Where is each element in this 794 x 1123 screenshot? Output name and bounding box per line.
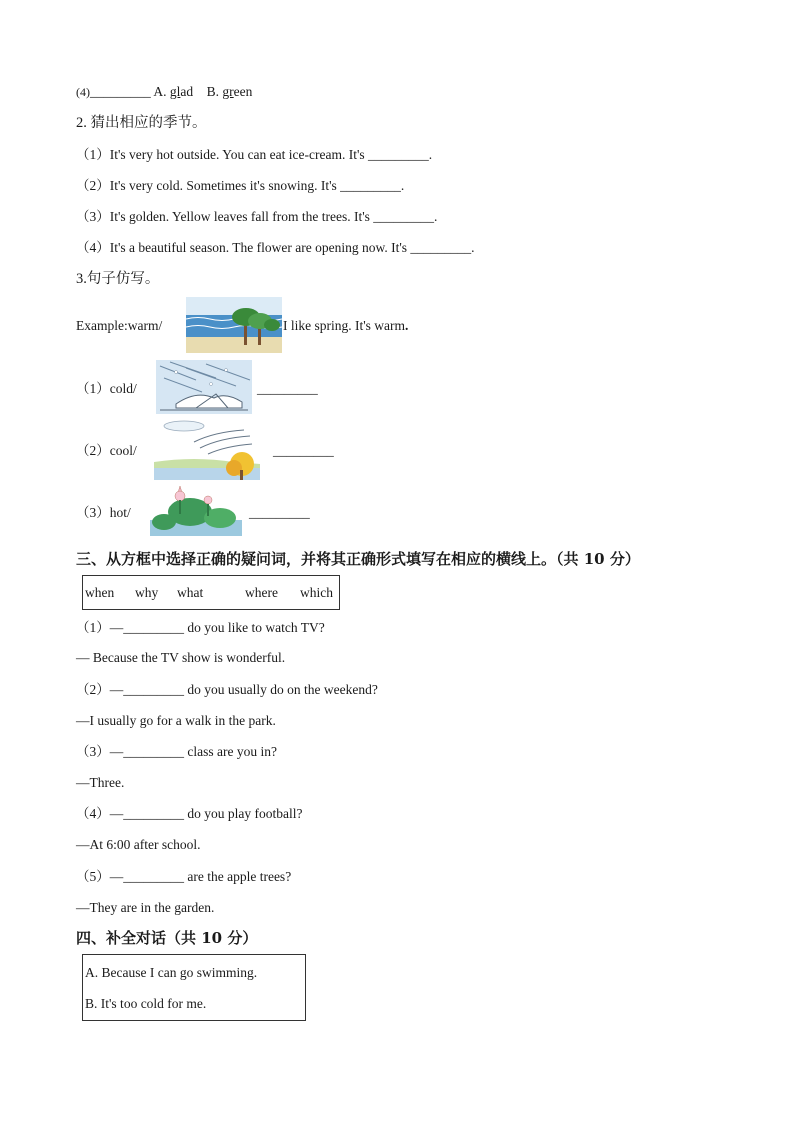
s3-a3: —Three. bbox=[76, 775, 125, 790]
q2-item-1: （1）It's very hot outside. You can eat ice-cream. It's _________. bbox=[76, 147, 433, 162]
word-why: why bbox=[135, 585, 159, 600]
s3-q2: （2）—_________ do you usually do on the weekend? bbox=[76, 682, 378, 697]
q3-item-1-blank[interactable]: _________ bbox=[257, 381, 318, 396]
example-dot: . bbox=[405, 318, 409, 333]
word-bank-box bbox=[82, 575, 340, 610]
q2-title: 2. 猜出相应的季节。 bbox=[76, 115, 207, 131]
dialogue-options-box bbox=[82, 954, 306, 1021]
s3-q3: （3）—_________ class are you in? bbox=[76, 744, 277, 759]
q1-item-4 bbox=[76, 83, 252, 101]
s3-a2: —I usually go for a walk in the park. bbox=[76, 713, 276, 728]
q3-item-3-label: （3）hot/ bbox=[76, 505, 131, 520]
word-what: what bbox=[177, 585, 204, 600]
option-b-underlined: gr bbox=[222, 84, 234, 99]
option-a-label: A. bbox=[150, 84, 170, 99]
q3-item-2-blank[interactable]: _________ bbox=[273, 443, 334, 458]
summer-lotus-image bbox=[150, 482, 242, 536]
s3-a4: —At 6:00 after school. bbox=[76, 837, 201, 852]
option-a-rest: ad bbox=[180, 84, 194, 99]
q3-title: 3.句子仿写。 bbox=[76, 271, 160, 287]
autumn-scene-image bbox=[154, 418, 260, 480]
word-which: which bbox=[300, 585, 333, 600]
answer-blank[interactable]: _________ bbox=[90, 84, 151, 99]
q2-item-3: （3）It's golden. Yellow leaves fall from the trees. It's _________. bbox=[76, 209, 438, 224]
word-where: where bbox=[245, 585, 278, 600]
s3-q5: （5）—_________ are the apple trees? bbox=[76, 869, 292, 884]
item-number: (4) bbox=[76, 85, 90, 99]
s3-q4: （4）—_________ do you play football? bbox=[76, 806, 303, 821]
option-a: A. Because I can go swimming. bbox=[85, 965, 258, 980]
word-when: when bbox=[85, 585, 115, 600]
option-b: B. It's too cold for me. bbox=[85, 996, 207, 1011]
s3-q1: （1）—_________ do you like to watch TV? bbox=[76, 620, 325, 635]
s3-a1: — Because the TV show is wonderful. bbox=[76, 650, 286, 665]
option-b-rest: een bbox=[233, 84, 253, 99]
q3-example-sentence bbox=[283, 317, 408, 335]
spring-scene-image bbox=[186, 297, 282, 353]
section-4-title: 四、补全对话（共 10 分） bbox=[76, 929, 258, 947]
section-3-title: 三、从方框中选择正确的疑问词，并将其正确形式填写在相应的横线上。（共 10 分） bbox=[76, 550, 640, 568]
option-b-label: B. bbox=[206, 84, 223, 99]
q2-item-2: （2）It's very cold. Sometimes it's snowing. It's _________. bbox=[76, 178, 405, 193]
q2-item-4: （4）It's a beautiful season. The flower are opening now. It's _________. bbox=[76, 240, 475, 255]
q3-example-label: Example:warm/ bbox=[76, 318, 163, 333]
option-a-underlined: gl bbox=[169, 84, 181, 99]
q3-item-3-blank[interactable]: _________ bbox=[249, 505, 310, 520]
q3-item-2-label: （2）cool/ bbox=[76, 443, 137, 458]
q3-item-1-label: （1）cold/ bbox=[76, 381, 137, 396]
example-text: I like spring. It's warm bbox=[283, 318, 406, 333]
s3-a5: —They are in the garden. bbox=[76, 900, 215, 915]
winter-scene-image bbox=[156, 360, 252, 414]
